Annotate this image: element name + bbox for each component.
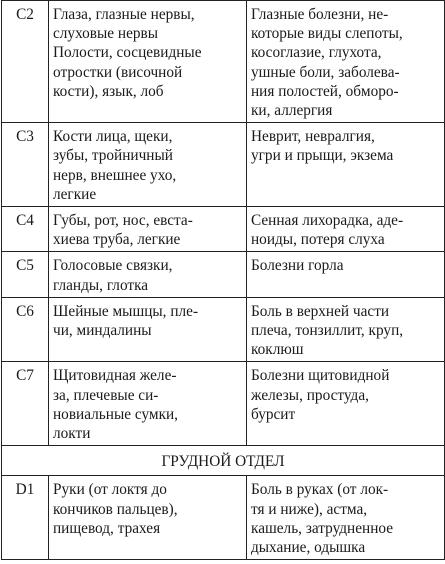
ailments-cell-line: Боль в руках (от лок- [251, 481, 389, 499]
table-row [2, 252, 445, 297]
table-row [2, 123, 445, 207]
ailments-cell [247, 207, 445, 252]
ailments-cell-line: Глазные болезни, не- [251, 6, 389, 23]
affected-areas-cell [49, 362, 247, 446]
affected-areas-cell [49, 207, 247, 252]
affected-areas-cell-line: локти [53, 425, 91, 443]
vertebra-segment-cell: C3 [2, 123, 49, 207]
ailments-cell-line: плеча, тонзиллит, круп, [251, 322, 404, 340]
table-row [2, 207, 445, 252]
affected-areas-cell-line: Полости, сосцевидные [53, 44, 202, 62]
ailments-cell-line: Боль в верхней части [251, 302, 390, 320]
ailments-cell-line: угри и прыщи, экзема [251, 147, 394, 165]
affected-areas-cell [49, 123, 247, 207]
affected-areas-cell-line: кости), язык, лоб [53, 82, 164, 100]
ailments-cell [247, 123, 445, 207]
ailments-cell [247, 252, 445, 297]
affected-areas-cell-line: гланды, глотка [53, 276, 149, 294]
affected-areas-cell-line: чи, миндалины [53, 322, 152, 340]
affected-areas-cell-line: пищевод, трахея [53, 519, 161, 537]
affected-areas-cell-line: Щитовидная желе- [53, 367, 177, 385]
ailments-cell-line: тя и ниже), астма, [251, 500, 368, 518]
affected-areas-cell-line: Голосовые связки, [53, 257, 173, 275]
ailments-cell-line: Сенная лихорадка, аде- [251, 212, 404, 230]
table-row [2, 362, 445, 446]
ailments-cell-line: бурсит [251, 405, 296, 423]
ailments-cell-line: железы, простуда, [251, 386, 369, 404]
affected-areas-cell [49, 252, 247, 297]
spine-reference-table [1, 0, 445, 560]
vertebra-segment-cell: C2 [2, 1, 49, 123]
affected-areas-cell-line: легкие [53, 185, 97, 203]
affected-areas-cell-line: Кости лица, щеки, [53, 128, 173, 146]
vertebra-segment-cell: C4 [2, 207, 49, 252]
vertebra-segment-cell: C5 [2, 252, 49, 297]
table-row [2, 297, 445, 362]
ailments-cell-line: дыхание, одышка [251, 539, 366, 557]
affected-areas-cell-line: новиальные сумки, [53, 405, 179, 423]
ailments-cell-line: которые виды слепоты, [251, 25, 403, 43]
affected-areas-cell-line: отростки (височной [53, 63, 183, 81]
ailments-cell-line: Неврит, невралгия, [251, 128, 375, 146]
affected-areas-cell-line: хиева труба, легкие [53, 231, 181, 249]
affected-areas-cell-line: кончиков пальцев), [53, 500, 178, 518]
ailments-cell-line: Болезни щитовидной [251, 367, 390, 385]
ailments-cell-line: ния полостей, обморо- [251, 82, 399, 100]
affected-areas-cell-line: нерв, внешнее ухо, [53, 166, 177, 184]
affected-areas-cell-line: за, плечевые си- [53, 386, 159, 404]
affected-areas-cell-line: зубы, тройничный [53, 147, 173, 165]
ailments-cell-line: кашель, затрудненное [251, 519, 394, 537]
ailments-cell-line: Болезни горла [251, 257, 344, 275]
ailments-cell-line: ушные боли, заболева- [251, 63, 400, 81]
table-row [2, 1, 445, 123]
section-header-row [2, 446, 445, 476]
section-title: ГРУДНОЙ ОТДЕЛ [2, 446, 445, 476]
ailments-cell-line: косоглазие, глухота, [251, 44, 382, 62]
table-body [2, 1, 445, 560]
ailments-cell-line: ноиды, потеря слуха [251, 231, 385, 249]
affected-areas-cell-line: Глаза, глазные нервы, [53, 6, 195, 23]
affected-areas-cell [49, 476, 247, 560]
vertebra-segment-cell: C7 [2, 362, 49, 446]
affected-areas-cell-line: Руки (от локтя до [53, 481, 167, 499]
table-row [2, 476, 445, 560]
ailments-cell-line: ки, аллергия [251, 102, 333, 120]
ailments-cell [247, 297, 445, 362]
vertebra-segment-cell: C6 [2, 297, 49, 362]
ailments-cell-line: коклюш [251, 341, 304, 359]
affected-areas-cell-line: Губы, рот, нос, евста- [53, 212, 193, 230]
ailments-cell [247, 476, 445, 560]
affected-areas-cell [49, 297, 247, 362]
ailments-cell [247, 362, 445, 446]
ailments-cell [247, 1, 445, 123]
affected-areas-cell-line: Шейные мышцы, пле- [53, 302, 199, 320]
vertebra-segment-cell: D1 [2, 476, 49, 560]
affected-areas-cell-line: слуховые нервы [53, 25, 159, 43]
affected-areas-cell [49, 1, 247, 123]
